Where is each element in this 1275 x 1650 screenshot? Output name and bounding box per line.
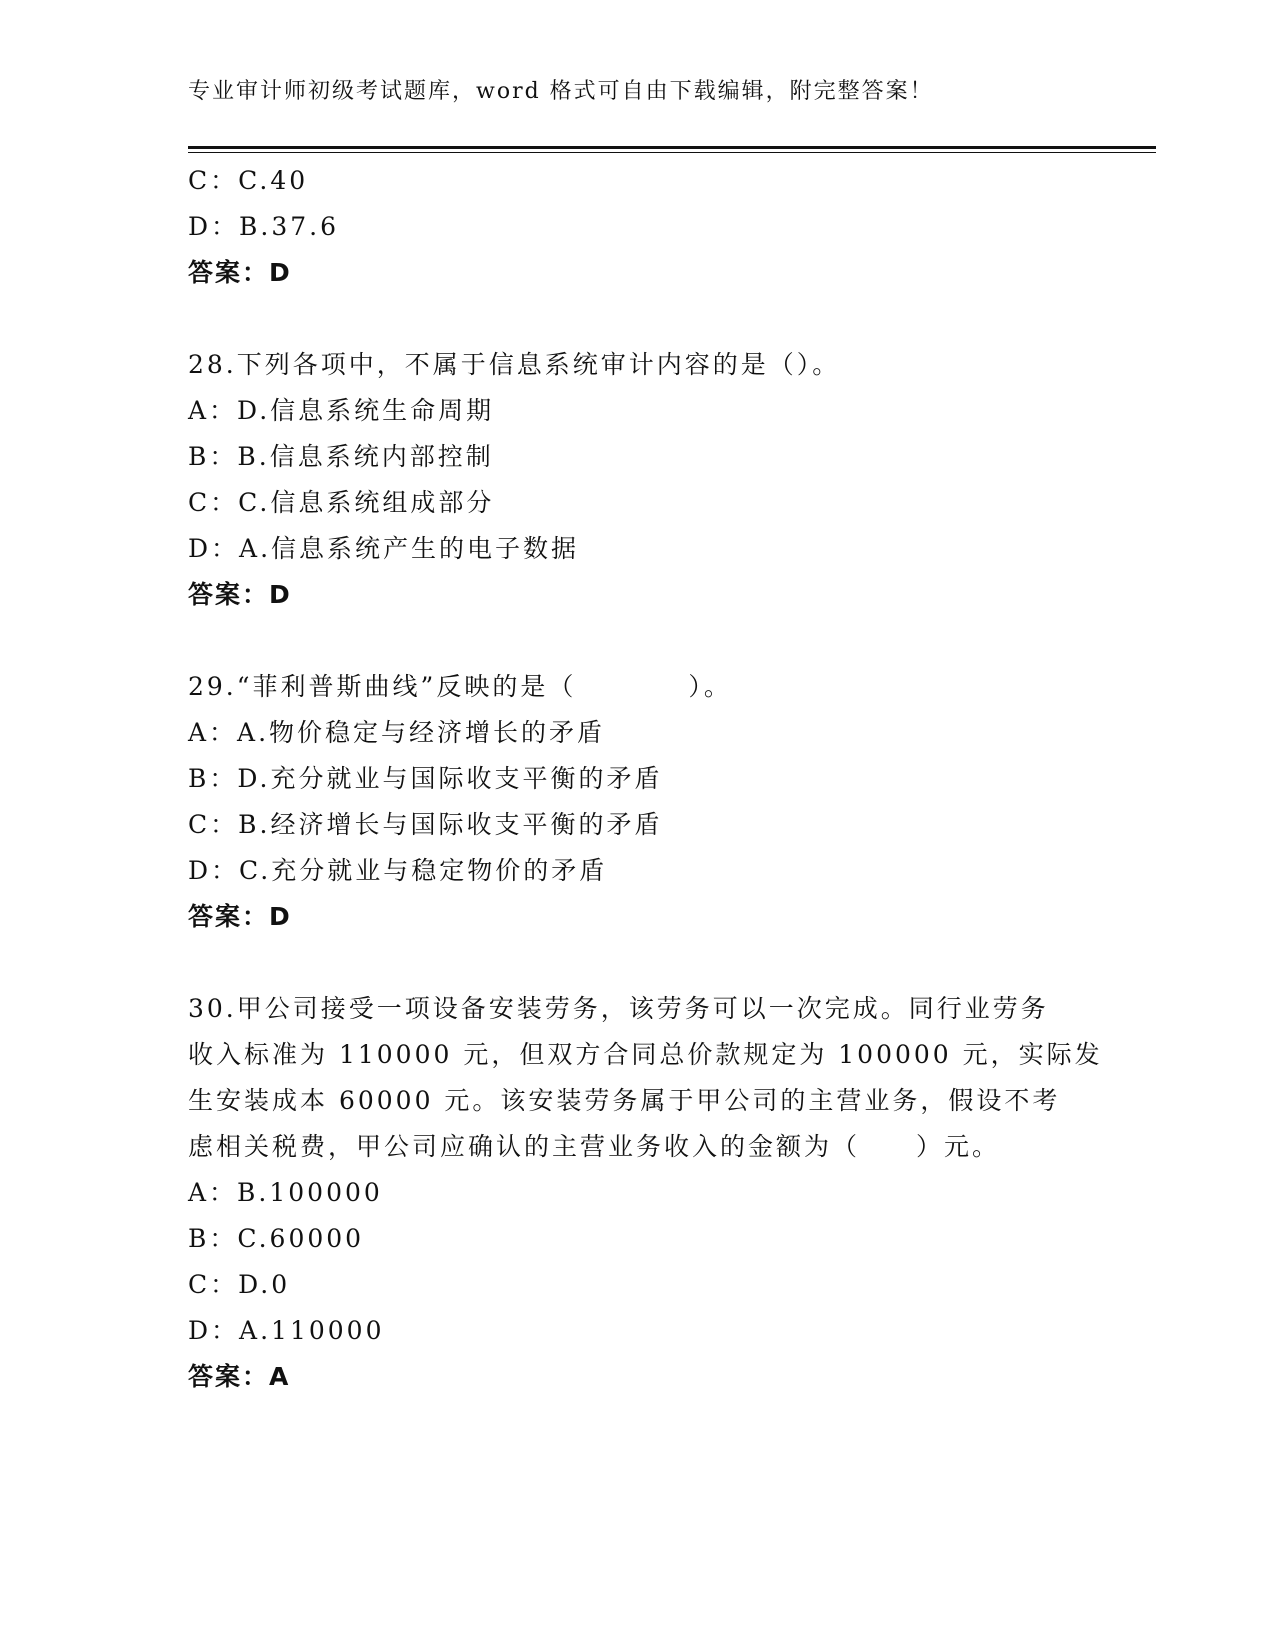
option-line: D：B.37.6 xyxy=(188,212,340,241)
question-stem: 28.下列各项中，不属于信息系统审计内容的是（）。 xyxy=(188,350,841,379)
question-stem-line: 收入标准为 110000 元，但双方合同总价款规定为 100000 元，实际发 xyxy=(188,1040,1103,1069)
option-line: D：A.信息系统产生的电子数据 xyxy=(188,534,580,563)
spacer xyxy=(188,618,1088,664)
answer-line: 答案：D xyxy=(188,902,292,931)
carryover-block xyxy=(188,158,1088,296)
question-stem-line: 虑相关税费，甲公司应确认的主营业务收入的金额为（ ）元。 xyxy=(188,1132,1001,1161)
answer-line: 答案：D xyxy=(188,580,292,609)
question-stem-line: 30.甲公司接受一项设备安装劳务，该劳务可以一次完成。同行业劳务 xyxy=(188,994,1049,1023)
option-line: B：C.60000 xyxy=(188,1224,365,1253)
spacer xyxy=(188,296,1088,342)
header-rule-thin xyxy=(188,152,1156,153)
option-line: B：B.信息系统内部控制 xyxy=(188,442,494,471)
question-28 xyxy=(188,342,1088,618)
answer-line: 答案：A xyxy=(188,1362,291,1391)
option-line: C：C.信息系统组成部分 xyxy=(188,488,495,517)
question-stem-line: 生安装成本 60000 元。该安装劳务属于甲公司的主营业务，假设不考 xyxy=(188,1086,1061,1115)
question-content xyxy=(188,158,1103,1400)
page-header: 专业审计师初级考试题库，word 格式可自由下载编辑，附完整答案！ xyxy=(188,79,934,104)
answer-line: 答案：D xyxy=(188,258,292,287)
spacer xyxy=(188,940,1088,986)
question-30 xyxy=(188,986,1103,1400)
option-line: C：C.40 xyxy=(188,166,309,195)
option-line: C：D.0 xyxy=(188,1270,291,1299)
option-line: D：A.110000 xyxy=(188,1316,385,1345)
option-line: D：C.充分就业与稳定物价的矛盾 xyxy=(188,856,608,885)
option-line: A：D.信息系统生命周期 xyxy=(188,396,495,425)
option-line: A：B.100000 xyxy=(188,1178,383,1207)
question-29 xyxy=(188,664,1088,940)
question-stem: 29.“菲利普斯曲线”反映的是（ ）。 xyxy=(188,672,732,701)
option-line: A：A.物价稳定与经济增长的矛盾 xyxy=(188,718,606,747)
header-rule-thick xyxy=(188,146,1156,149)
option-line: B：D.充分就业与国际收支平衡的矛盾 xyxy=(188,764,663,793)
option-line: C：B.经济增长与国际收支平衡的矛盾 xyxy=(188,810,663,839)
